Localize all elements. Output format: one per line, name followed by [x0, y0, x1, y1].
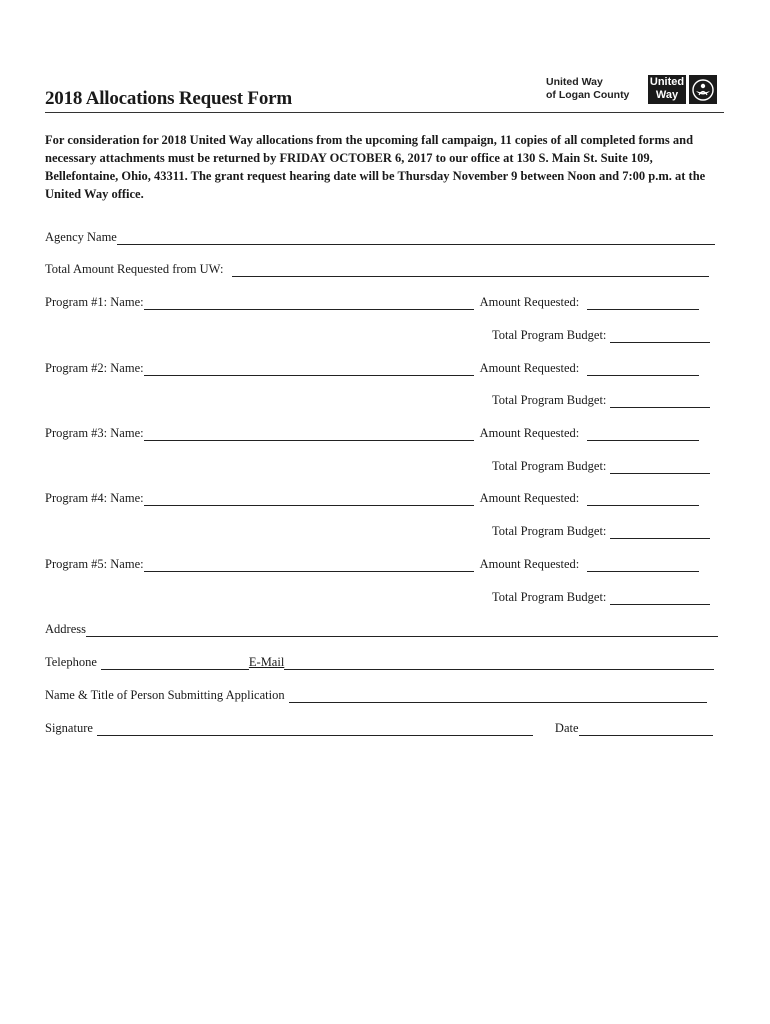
- program-3-amount-label: Amount Requested:: [479, 426, 580, 440]
- signature-label: Signature: [45, 721, 93, 735]
- date-field[interactable]: [579, 722, 713, 736]
- submitter-row: [45, 685, 707, 703]
- date-label: Date: [554, 721, 579, 735]
- program-2-budget-field[interactable]: [610, 394, 710, 408]
- submitter-label: Name & Title of Person Submitting Application: [45, 688, 285, 702]
- program-2-amount-field[interactable]: [587, 362, 699, 376]
- program-3-budget-field[interactable]: [610, 460, 710, 474]
- united-way-emblem-icon: [689, 75, 717, 104]
- program-1-budget-field[interactable]: [610, 329, 710, 343]
- program-5-budget-label: Total Program Budget:: [492, 590, 607, 604]
- telephone-label: Telephone: [45, 655, 97, 669]
- agency-name-label: Agency Name: [45, 230, 117, 244]
- email-label: E-Mail: [248, 655, 285, 669]
- program-4-amount-field[interactable]: [587, 492, 699, 506]
- program-3-budget-row: [492, 456, 710, 474]
- program-4-budget-field[interactable]: [610, 525, 710, 539]
- program-1-budget-label: Total Program Budget:: [492, 328, 607, 342]
- logo-text-line1: United: [649, 76, 685, 88]
- program-4-amount-label: Amount Requested:: [479, 491, 580, 505]
- address-label: Address: [45, 622, 86, 636]
- signature-field[interactable]: [97, 722, 533, 736]
- total-amount-row: [45, 259, 709, 277]
- program-5-budget-field[interactable]: [610, 591, 710, 605]
- submitter-field[interactable]: [289, 689, 707, 703]
- agency-name-row: [45, 227, 715, 245]
- program-5-name-field[interactable]: [144, 558, 474, 572]
- telephone-field[interactable]: [101, 656, 249, 670]
- program-3-amount-field[interactable]: [587, 427, 699, 441]
- program-5-label: Program #5: Name:: [45, 557, 144, 571]
- program-5-budget-row: [492, 587, 710, 605]
- program-2-row: [45, 358, 699, 376]
- united-way-logo: [648, 75, 686, 104]
- organization-name-line1: United Way: [546, 76, 603, 88]
- program-3-name-field[interactable]: [144, 427, 474, 441]
- program-3-budget-label: Total Program Budget:: [492, 459, 607, 473]
- title-divider: [45, 112, 724, 113]
- program-4-row: [45, 488, 699, 506]
- program-4-budget-row: [492, 521, 710, 539]
- address-row: [45, 619, 718, 637]
- program-2-name-field[interactable]: [144, 362, 474, 376]
- program-4-name-field[interactable]: [144, 492, 474, 506]
- email-field[interactable]: [284, 656, 714, 670]
- address-field[interactable]: [86, 623, 718, 637]
- program-2-budget-label: Total Program Budget:: [492, 393, 607, 407]
- program-1-budget-row: [492, 325, 710, 343]
- program-2-amount-label: Amount Requested:: [479, 361, 580, 375]
- signature-row: [45, 718, 713, 736]
- organization-name-line2: of Logan County: [546, 89, 630, 101]
- logo-text-line2: Way: [655, 89, 679, 101]
- total-amount-label: Total Amount Requested from UW:: [45, 262, 224, 276]
- organization-name: [546, 76, 629, 102]
- program-1-row: [45, 292, 699, 310]
- page-title: 2018 Allocations Request Form: [45, 88, 292, 109]
- contact-row: [45, 652, 714, 670]
- program-3-row: [45, 423, 699, 441]
- program-5-row: [45, 554, 699, 572]
- program-1-amount-label: Amount Requested:: [479, 295, 580, 309]
- program-4-budget-label: Total Program Budget:: [492, 524, 607, 538]
- agency-name-field[interactable]: [117, 231, 715, 245]
- program-5-amount-label: Amount Requested:: [479, 557, 580, 571]
- program-4-label: Program #4: Name:: [45, 491, 144, 505]
- program-2-budget-row: [492, 390, 710, 408]
- program-5-amount-field[interactable]: [587, 558, 699, 572]
- program-3-label: Program #3: Name:: [45, 426, 144, 440]
- program-2-label: Program #2: Name:: [45, 361, 144, 375]
- program-1-name-field[interactable]: [144, 296, 474, 310]
- program-1-label: Program #1: Name:: [45, 295, 144, 309]
- program-1-amount-field[interactable]: [587, 296, 699, 310]
- total-amount-field[interactable]: [232, 263, 709, 277]
- instructions-paragraph: For consideration for 2018 United Way allocations from the upcoming fall campaign, 11 copies of all completed forms and necessary attachments must be returned by FRIDAY OCTOBER 6, 2017 to our office at 130 S. Main St. Suite 109, Bellefontaine, Ohio, 43311. The grant request hearing date will be Thursday November 9 between Noon and 7:00 p.m. at the United Way office.: [45, 133, 706, 201]
